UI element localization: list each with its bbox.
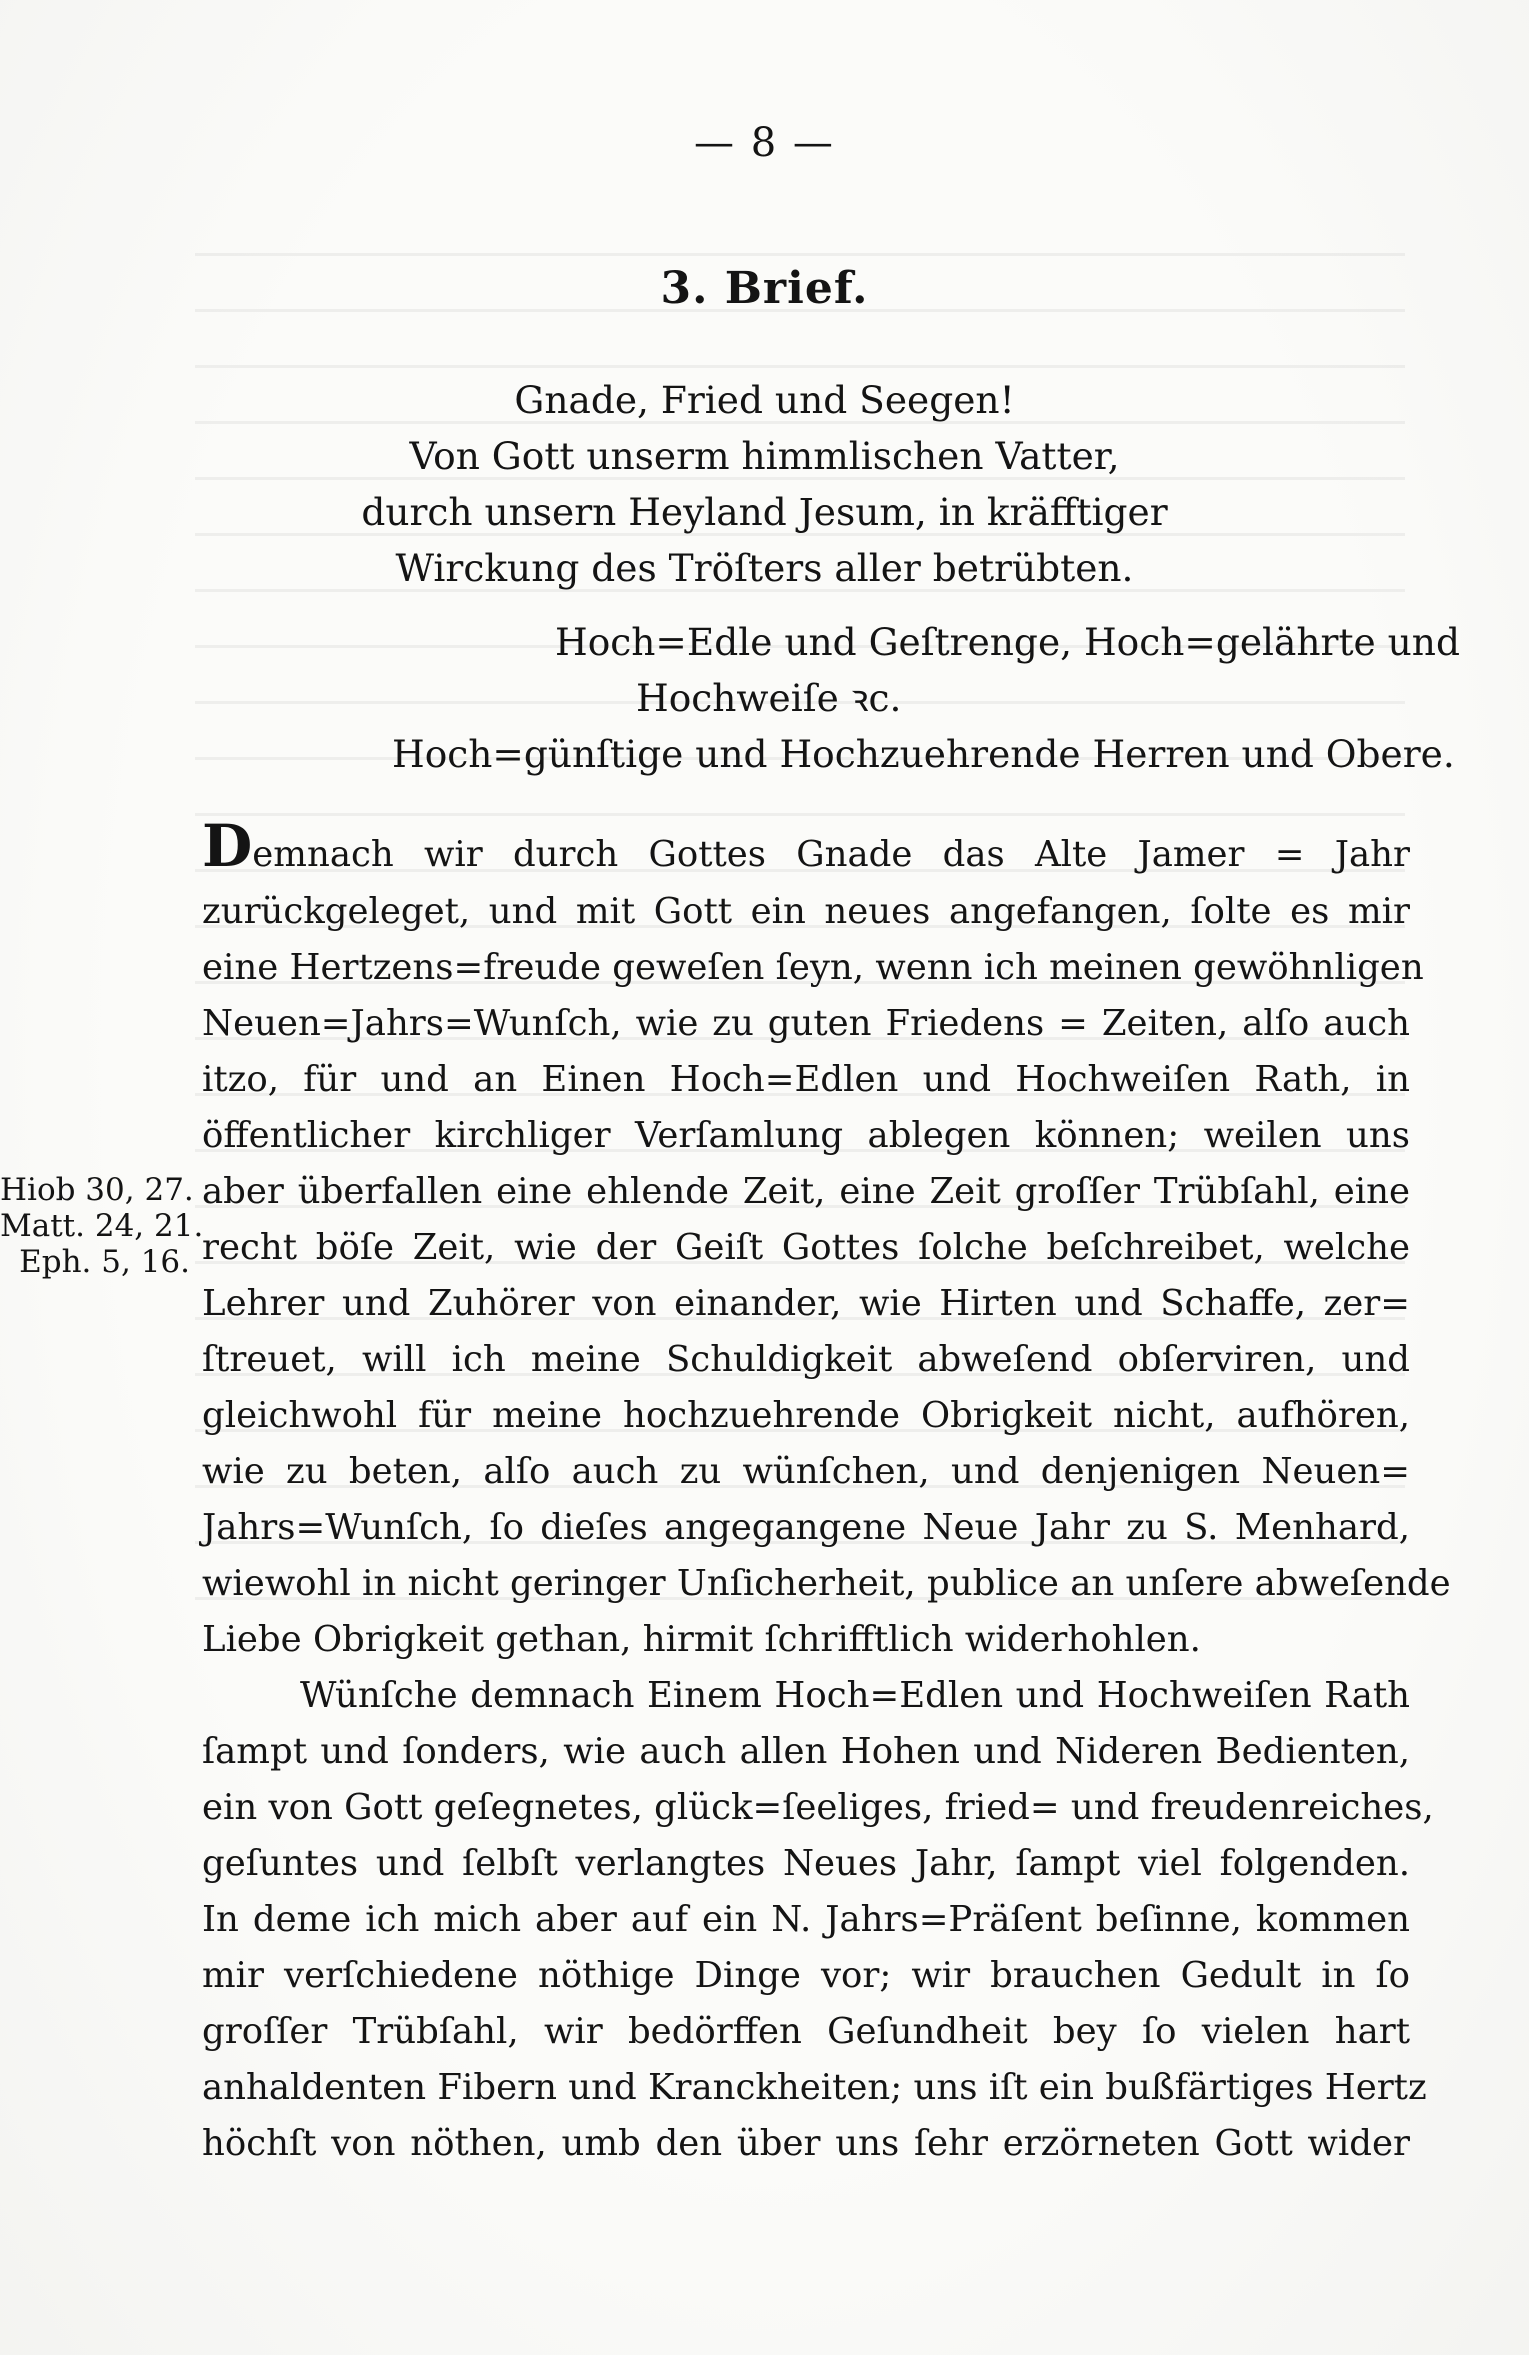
body-line: recht böſe Zeit, wie der Geiſt Gottes ſolche beſchreibet, welche xyxy=(202,1227,1410,1268)
body-line: Wünſche demnach Einem Hoch=Edlen und Hochweiſen Rath xyxy=(300,1675,1410,1716)
address-line: Hoch=günſtige und Hochzuehrende Herren und Obere. xyxy=(392,732,1455,776)
body-line: ein von Gott geſegnetes, glück=ſeeliges, fried= und freudenreiches, xyxy=(202,1787,1434,1828)
body-line: Jahrs=Wunſch, ſo dieſes angegangene Neue Jahr zu S. Menhard, xyxy=(202,1507,1410,1548)
body-line: geſuntes und ſelbſt verlangtes Neues Jahr, ſampt viel folgenden. xyxy=(202,1843,1410,1884)
body-line: gleichwohl für meine hochzuehrende Obrigkeit nicht, aufhören, xyxy=(202,1395,1410,1436)
body-line: wie zu beten, alſo auch zu wünſchen, und denjenigen Neuen= xyxy=(202,1451,1410,1492)
address-line: Hoch=Edle und Geſtrenge, Hoch=gelährte und xyxy=(555,620,1460,664)
body-line: wiewohl in nicht geringer Unſicherheit, publice an unſere abweſende xyxy=(202,1563,1451,1604)
body-line: In deme ich mich aber auf ein N. Jahrs=Präſent beſinne, kommen xyxy=(202,1899,1410,1940)
letter-heading: 3. Brief. xyxy=(660,263,869,314)
body-line: Neuen=Jahrs=Wunſch, wie zu guten Friedens = Zeiten, alſo auch xyxy=(202,1003,1410,1044)
address-line: Hochweiſe ꝛc. xyxy=(636,676,902,720)
body-line: aber überfallen eine ehlende Zeit, eine Zeit groſſer Trübſahl, eine xyxy=(202,1171,1410,1212)
margin-reference: Hiob 30, 27. xyxy=(0,1172,194,1208)
body-line: mir verſchiedene nöthige Dinge vor; wir brauchen Gedult in ſo xyxy=(202,1955,1410,1996)
greeting-line: Von Gott unserm himmlischen Vatter, xyxy=(409,434,1120,478)
body-line: Liebe Obrigkeit gethan, hirmit ſchrifftlich widerhohlen. xyxy=(202,1619,1201,1660)
greeting-line: Gnade, Fried und Seegen! xyxy=(514,378,1015,422)
greeting-line: durch unsern Heyland Jesum, in kräfftiger xyxy=(361,490,1168,534)
body-line: eine Hertzens=freude geweſen ſeyn, wenn ich meinen gewöhnligen xyxy=(202,947,1424,988)
body-line: öffentlicher kirchliger Verſamlung ablegen können; weilen uns xyxy=(202,1115,1410,1156)
body-first-line-text: emnach wir durch Gottes Gnade das Alte Jamer = Jahr xyxy=(252,834,1410,875)
margin-reference: Eph. 5, 16. xyxy=(19,1244,190,1280)
body-line: ſampt und ſonders, wie auch allen Hohen und Nideren Bedienten, xyxy=(202,1731,1410,1772)
body-line: höchſt von nöthen, umb den über uns ſehr erzörneten Gott wider xyxy=(202,2123,1410,2164)
body-line: Lehrer und Zuhörer von einander, wie Hirten und Schaffe, zer= xyxy=(202,1283,1410,1324)
body-line: groſſer Trübſahl, wir bedörffen Geſundheit bey ſo vielen hart xyxy=(202,2011,1410,2052)
body-line: itzo, für und an Einen Hoch=Edlen und Hochweiſen Rath, in xyxy=(202,1059,1410,1100)
body-line: zurückgeleget, und mit Gott ein neues angefangen, ſolte es mir xyxy=(202,891,1410,932)
body-first-line xyxy=(202,812,1410,882)
page-number: — 8 — xyxy=(694,120,835,166)
greeting-line: Wirckung des Tröſters aller betrübten. xyxy=(395,546,1134,590)
drop-cap: D xyxy=(202,812,253,880)
margin-reference: Matt. 24, 21. xyxy=(0,1208,204,1244)
body-line: ſtreuet, will ich meine Schuldigkeit abweſend obſerviren, und xyxy=(202,1339,1410,1380)
body-line: anhaldenten Fibern und Kranckheiten; uns iſt ein bußfärtiges Hertz xyxy=(202,2067,1427,2108)
